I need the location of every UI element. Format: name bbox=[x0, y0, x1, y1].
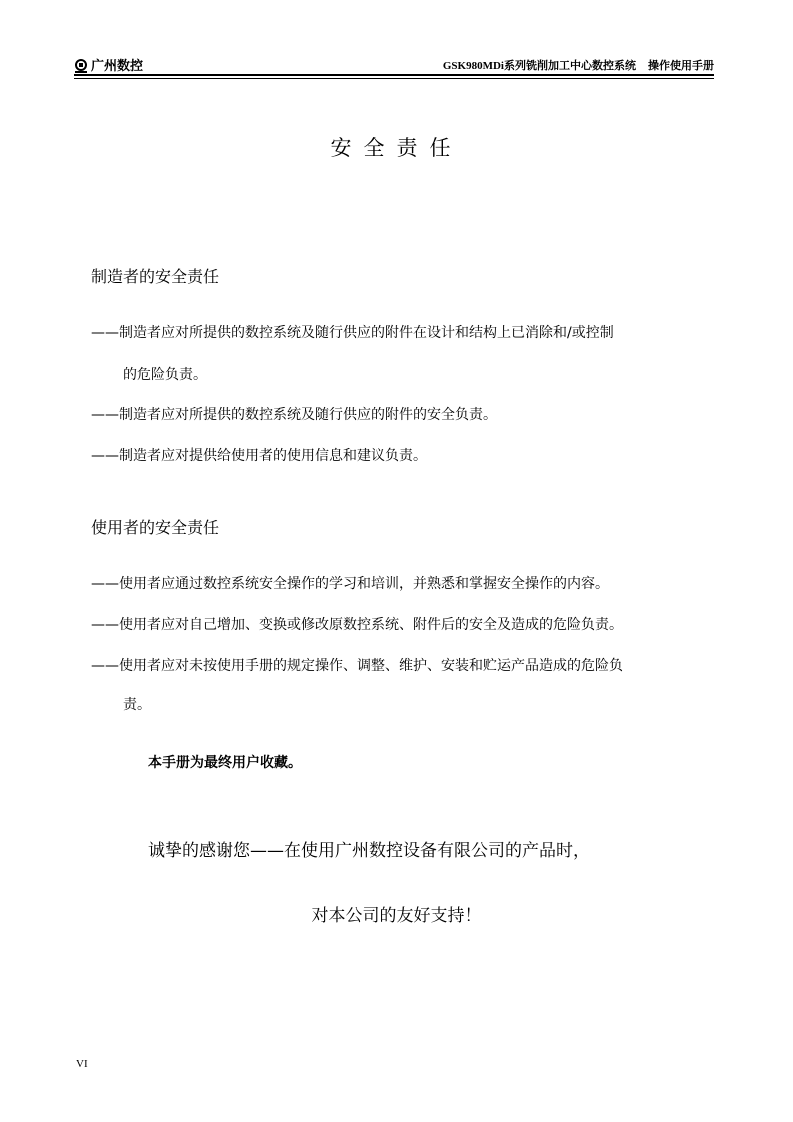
thanks-line-1: 诚挚的感谢您——在使用广州数控设备有限公司的产品时， bbox=[148, 841, 590, 861]
company-logo bbox=[74, 55, 143, 74]
keep-manual-note: 本手册为最终用户收藏。 bbox=[148, 755, 302, 771]
logo-text: 广州数控 bbox=[91, 59, 144, 74]
user-heading: 使用者的安全责任 bbox=[91, 518, 220, 537]
page-title: 安全责任 bbox=[330, 136, 463, 160]
header-title bbox=[443, 57, 714, 73]
user-item-3: ——使用者应对未按使用手册的规定操作、调整、维护、安装和贮运产品造成的危险负 bbox=[91, 658, 623, 674]
header-manual: 操作使用手册 bbox=[648, 60, 714, 72]
manufacturer-item-1: ——制造者应对所提供的数控系统及随行供应的附件在设计和结构上已消除和/或控制 bbox=[91, 325, 614, 341]
gsk-logo-icon bbox=[74, 58, 88, 72]
page-number: VI bbox=[76, 1058, 88, 1070]
page-header bbox=[74, 55, 714, 75]
manufacturer-item-1-cont: 的危险负责。 bbox=[123, 367, 207, 383]
header-series: 系列铣削加工中心数控系统 bbox=[504, 60, 636, 72]
user-item-3-cont: 责。 bbox=[123, 697, 151, 713]
manufacturer-item-2: ——制造者应对所提供的数控系统及随行供应的附件的安全负责。 bbox=[91, 407, 497, 423]
header-rule-thick bbox=[74, 74, 714, 76]
manufacturer-heading: 制造者的安全责任 bbox=[91, 267, 220, 286]
header-rule-thin bbox=[74, 78, 714, 79]
header-model: GSK980MDi bbox=[442, 60, 504, 72]
manufacturer-item-3: ——制造者应对提供给使用者的使用信息和建议负责。 bbox=[91, 448, 427, 464]
user-item-1: ——使用者应通过数控系统安全操作的学习和培训，并熟悉和掌握安全操作的内容。 bbox=[91, 576, 609, 592]
user-item-2: ——使用者应对自己增加、变换或修改原数控系统、附件后的安全及造成的危险负责。 bbox=[91, 617, 623, 633]
thanks-line-2: 对本公司的友好支持！ bbox=[311, 906, 482, 926]
